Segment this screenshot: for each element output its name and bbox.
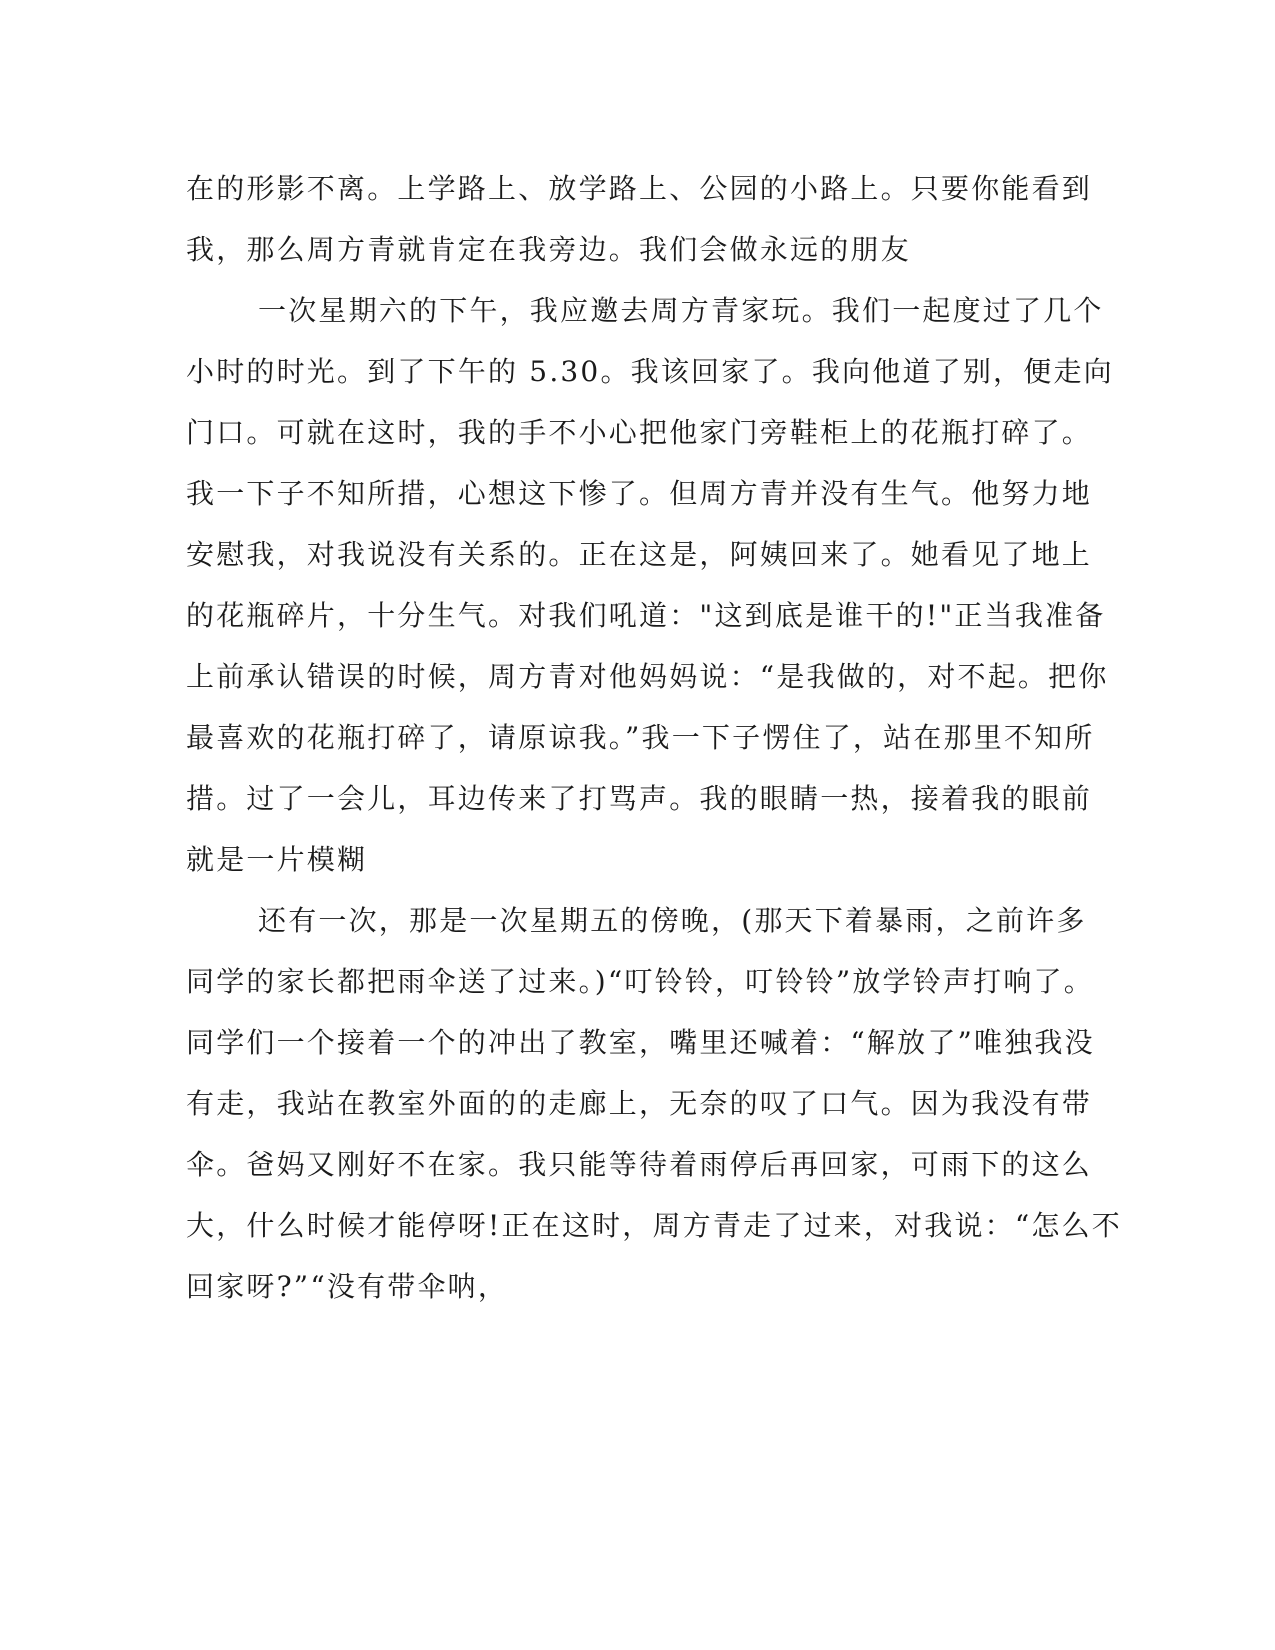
text-line: 上前承认错误的时候，周方青对他妈妈说：“是我做的，对不起。把你 — [186, 660, 1109, 693]
text-line: 的花瓶碎片，十分生气。对我们吼道："这到底是谁干的!"正当我准备 — [186, 599, 1106, 632]
text-line: 回家呀?”“没有带伞呐， — [186, 1270, 509, 1303]
text-line: 大，什么时候才能停呀!正在这时，周方青走了过来，对我说：“怎么不 — [186, 1209, 1122, 1242]
paragraph-start-line: 还有一次，那是一次星期五的傍晚，(那天下着暴雨，之前许多 — [258, 904, 1087, 937]
body-text — [186, 158, 1122, 1317]
text-line: 措。过了一会儿，耳边传来了打骂声。我的眼睛一热，接着我的眼前 — [186, 782, 1093, 815]
text-line: 同学的家长都把雨伞送了过来。)“叮铃铃，叮铃铃”放学铃声打响了。 — [186, 965, 1094, 998]
paragraph-start-line: 一次星期六的下午，我应邀去周方青家玩。我们一起度过了几个 — [258, 294, 1104, 327]
text-line: 门口。可就在这时，我的手不小心把他家门旁鞋柜上的花瓶打碎了。 — [186, 416, 1093, 449]
text-line: 在的形影不离。上学路上、放学路上、公园的小路上。只要你能看到 — [186, 172, 1093, 205]
text-line: 同学们一个接着一个的冲出了教室，嘴里还喊着：“解放了”唯独我没 — [186, 1026, 1095, 1059]
text-line: 我，那么周方青就肯定在我旁边。我们会做永远的朋友 — [186, 233, 911, 266]
text-line: 我一下子不知所措，心想这下惨了。但周方青并没有生气。他努力地 — [186, 477, 1093, 510]
text-line: 伞。爸妈又刚好不在家。我只能等待着雨停后再回家，可雨下的这么 — [186, 1148, 1093, 1181]
text-line: 安慰我，对我说没有关系的。正在这是，阿姨回来了。她看见了地上 — [186, 538, 1093, 571]
text-line: 就是一片模糊 — [186, 843, 368, 876]
text-line: 小时的时光。到了下午的 5.30。我该回家了。我向他道了别，便走向 — [186, 355, 1114, 388]
text-line: 有走，我站在教室外面的的走廊上，无奈的叹了口气。因为我没有带 — [186, 1087, 1093, 1120]
text-line: 最喜欢的花瓶打碎了，请原谅我。”我一下子愣住了，站在那里不知所 — [186, 721, 1095, 754]
